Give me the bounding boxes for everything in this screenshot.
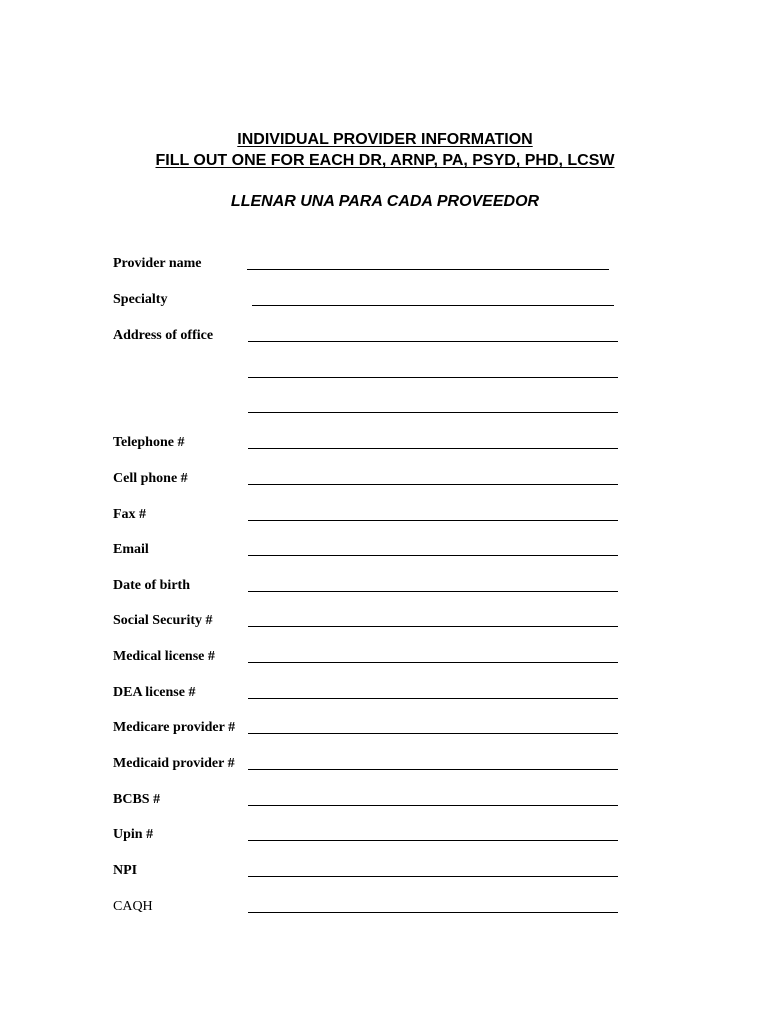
- provider-name-line[interactable]: [247, 269, 609, 270]
- social-security-label: Social Security #: [113, 613, 213, 628]
- caqh-label: CAQH: [113, 899, 153, 914]
- npi-line[interactable]: [248, 876, 618, 877]
- bcbs-label: BCBS #: [113, 792, 161, 807]
- telephone-label: Telephone #: [113, 435, 185, 450]
- email-label: Email: [113, 542, 149, 557]
- date-of-birth-line[interactable]: [248, 591, 618, 592]
- medicaid-provider-label: Medicaid provider #: [113, 756, 235, 771]
- fax-line[interactable]: [248, 520, 618, 521]
- address-of-office-label: Address of office: [113, 328, 214, 343]
- specialty-label: Specialty: [113, 292, 168, 307]
- upin-label: Upin #: [113, 827, 154, 842]
- dea-license-label: DEA license #: [113, 685, 196, 700]
- cell-phone-label: Cell phone #: [113, 471, 188, 486]
- upin-line[interactable]: [248, 840, 618, 841]
- medical-license-line[interactable]: [248, 662, 618, 663]
- form-subtitle: FILL OUT ONE FOR EACH DR, ARNP, PA, PSYD, PHD, LCSW: [155, 152, 615, 169]
- address-line-2[interactable]: [248, 377, 618, 378]
- npi-label: NPI: [113, 863, 138, 878]
- telephone-line[interactable]: [248, 448, 618, 449]
- specialty-line[interactable]: [252, 305, 614, 306]
- form-spanish-title: LLENAR UNA PARA CADA PROVEEDOR: [230, 193, 540, 210]
- medicare-provider-label: Medicare provider #: [113, 720, 236, 735]
- medicare-provider-line[interactable]: [248, 733, 618, 734]
- medicaid-provider-line[interactable]: [248, 769, 618, 770]
- provider-name-label: Provider name: [113, 256, 202, 271]
- cell-phone-line[interactable]: [248, 484, 618, 485]
- fax-label: Fax #: [113, 507, 147, 522]
- email-line[interactable]: [248, 555, 618, 556]
- date-of-birth-label: Date of birth: [113, 578, 190, 593]
- caqh-line[interactable]: [248, 912, 618, 913]
- address-line-1[interactable]: [248, 341, 618, 342]
- bcbs-line[interactable]: [248, 805, 618, 806]
- social-security-line[interactable]: [248, 626, 618, 627]
- medical-license-label: Medical license #: [113, 649, 215, 664]
- form-title: INDIVIDUAL PROVIDER INFORMATION: [237, 131, 533, 148]
- address-line-3[interactable]: [248, 412, 618, 413]
- dea-license-line[interactable]: [248, 698, 618, 699]
